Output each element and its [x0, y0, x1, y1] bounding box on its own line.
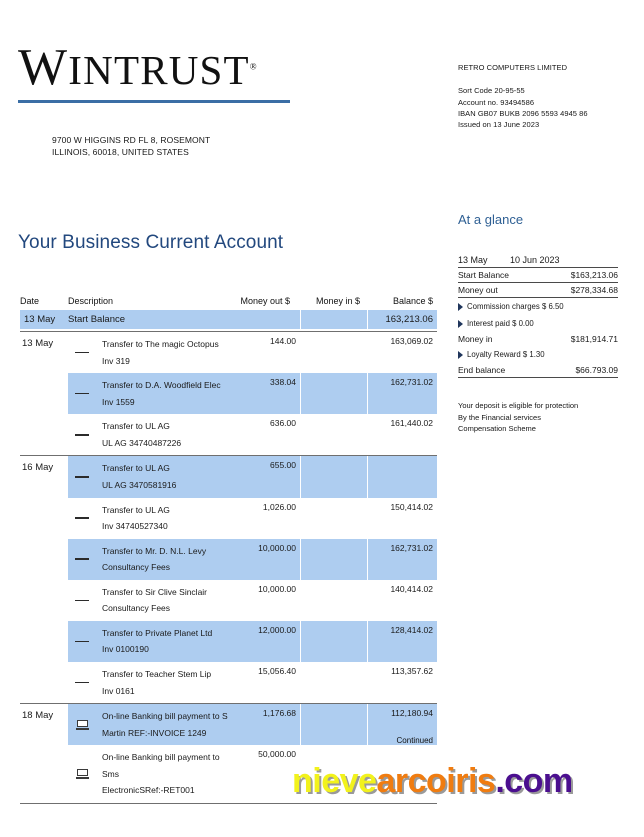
- glance-row: [458, 363, 618, 377]
- start-balance-money-in-cell: [301, 310, 367, 329]
- note-line-3: Compensation Scheme: [458, 424, 536, 434]
- row-description-cell: [96, 414, 234, 455]
- row-description-cell: [96, 498, 234, 539]
- watermark-part-b: arcoiris: [376, 762, 496, 800]
- watermark-part-c: .com: [495, 762, 573, 800]
- row-reference: ElectronicSRef:-RET001: [102, 785, 195, 796]
- glance-row-label: End balance: [458, 365, 506, 375]
- row-description-cell: [96, 332, 234, 373]
- address-line-2: ILLINOIS, 60018, UNITED STATES: [52, 147, 189, 158]
- wordmark-initial: W: [18, 39, 69, 96]
- glance-period-to: 10 Jun 2023: [510, 255, 560, 265]
- row-reference: Consultancy Fees: [102, 603, 171, 614]
- transactions-table: [20, 296, 437, 804]
- row-money-out: 338.04: [234, 373, 300, 414]
- glance-bullet-label: Loyalty Reward $ 1.30: [467, 350, 545, 359]
- deposit-protection-note: [458, 400, 618, 435]
- row-description: Transfer to The magic Octopus: [102, 339, 219, 349]
- row-balance: 150,414.02: [390, 501, 433, 512]
- transaction-date-group: [20, 455, 437, 703]
- row-money-in: [301, 373, 367, 414]
- row-money-in: [301, 621, 367, 662]
- row-reference: UL AG 34740487226: [102, 437, 182, 448]
- dash-icon: [68, 539, 96, 580]
- bank-wordmark: [18, 39, 318, 96]
- row-balance: 163,069.02: [390, 336, 433, 346]
- company-address: [52, 134, 210, 159]
- row-money-out: 636.00: [270, 418, 296, 429]
- row-money-out: 15,056.40: [258, 666, 296, 676]
- row-description: Transfer to Mr. D. N.L. Levy: [102, 545, 207, 556]
- row-balance: 161,440.02: [390, 418, 433, 429]
- row-reference: Inv 0161: [102, 685, 135, 696]
- row-description: Transfer to D.A. Woodfield Elec: [102, 380, 221, 391]
- glance-bullet-label: Interest paid $ 0.00: [467, 319, 534, 328]
- account-details: [458, 62, 588, 130]
- row-reference: Martin REF:-INVOICE 1249: [102, 727, 207, 738]
- start-balance-label-cell: [20, 310, 300, 329]
- issue-date: Issued on 13 June 2023: [458, 120, 540, 129]
- start-balance-row: [20, 310, 437, 329]
- row-money-in: [301, 332, 367, 373]
- table-row[interactable]: [68, 373, 437, 414]
- row-description-cell: [96, 456, 234, 497]
- table-row[interactable]: [68, 414, 437, 455]
- row-balance: 112,180.94: [368, 704, 437, 745]
- dash-icon: [68, 498, 96, 539]
- row-description: Transfer to UL AG: [102, 504, 170, 515]
- row-description: Transfer to Private Planet Ltd: [102, 627, 213, 638]
- row-reference: UL AG 3470581916: [102, 479, 177, 490]
- trademark-symbol: ®: [249, 61, 258, 72]
- row-description-cell: [96, 373, 234, 414]
- dash-icon: [68, 332, 96, 373]
- row-description: Transfer to UL AG: [102, 421, 170, 432]
- wordmark-rest: INTRUST: [68, 47, 250, 93]
- page-title: Your Business Current Account: [18, 232, 284, 253]
- account-holder-name: RETRO COMPUTERS LIMITED: [458, 63, 568, 72]
- at-a-glance-panel: [458, 212, 618, 435]
- column-header-balance: Balance $: [392, 296, 433, 306]
- dash-icon: [68, 414, 96, 455]
- account-number: Account no. 93494586: [458, 97, 535, 107]
- row-description-cell: [96, 580, 234, 621]
- row-money-out: 50,000.00: [258, 749, 296, 760]
- table-row[interactable]: [68, 498, 437, 539]
- monitor-icon: [68, 745, 96, 803]
- group-date-label: 18 May: [22, 710, 54, 722]
- row-money-out: 1,176.68: [234, 704, 300, 745]
- table-row[interactable]: [68, 539, 437, 580]
- transaction-date-group: [20, 331, 437, 455]
- logo-underline-rule: [18, 100, 290, 103]
- row-balance: 162,731.02: [368, 373, 437, 414]
- column-header-description: Description: [68, 296, 114, 306]
- table-header-row: [20, 296, 437, 310]
- triangle-bullet-icon: [458, 320, 463, 328]
- glance-row-value: $163,213.06: [570, 270, 618, 280]
- note-line-1: Your deposit is eligible for protection: [458, 401, 579, 410]
- triangle-bullet-icon: [458, 351, 463, 359]
- row-money-in: [301, 662, 367, 703]
- dash-icon: [68, 456, 96, 497]
- row-money-in: [301, 539, 367, 580]
- glance-row-value: $181,914.71: [570, 334, 618, 344]
- glance-row-label: Money out: [458, 285, 498, 295]
- glance-bullet-row: [458, 298, 618, 315]
- column-header-date: Date: [20, 296, 40, 306]
- address-line-1: 9700 W HIGGINS RD FL 8, ROSEMONT: [52, 135, 211, 145]
- row-description: Transfer to Teacher Stem Lip: [102, 669, 212, 679]
- dash-icon: [68, 373, 96, 414]
- row-description-cell: [96, 621, 234, 662]
- glance-row: [458, 268, 618, 282]
- glance-period: [458, 255, 618, 267]
- glance-period-from: 13 May: [458, 255, 488, 265]
- row-money-out: 1,026.00: [262, 501, 296, 512]
- row-description-cell: [96, 662, 234, 703]
- glance-row: [458, 332, 618, 346]
- dash-icon: [68, 580, 96, 621]
- glance-rule: [458, 377, 618, 378]
- row-money-in: [301, 456, 367, 497]
- table-row[interactable]: [68, 456, 437, 497]
- row-balance: 162,731.02: [368, 539, 437, 580]
- triangle-bullet-icon: [458, 303, 463, 311]
- row-description: Transfer to UL AG: [102, 463, 170, 474]
- glance-row-value: $278,334.68: [570, 285, 618, 295]
- row-reference: Inv 34740527340: [102, 521, 168, 532]
- site-watermark: [292, 762, 573, 801]
- row-description: Transfer to Sir Clive Sinclair: [102, 586, 208, 597]
- table-row[interactable]: [68, 621, 437, 662]
- row-reference: Inv 319: [102, 355, 130, 366]
- row-description: On-line Banking bill payment to Sms: [102, 752, 220, 779]
- row-balance: 140,414.02: [390, 583, 433, 594]
- glance-row-label: Money in: [458, 334, 493, 344]
- start-balance-amount: 163,213.06: [368, 310, 437, 329]
- row-description-cell: [96, 539, 234, 580]
- table-row[interactable]: [68, 332, 437, 373]
- row-reference: Inv 0100190: [102, 644, 149, 655]
- row-description: On-line Banking bill payment to S: [102, 711, 228, 722]
- watermark-part-a: nieve: [292, 762, 377, 800]
- dash-icon: [68, 662, 96, 703]
- glance-row-value: $66.793.09: [575, 365, 618, 375]
- row-money-in: [301, 414, 367, 455]
- group-date-label: 16 May: [22, 462, 54, 474]
- iban: IBAN GB07 BUKB 2096 5593 4945 86: [458, 108, 588, 118]
- row-money-out: 10,000.00: [234, 539, 300, 580]
- bank-logo: [18, 39, 318, 103]
- row-balance: 113,357.62: [391, 666, 433, 676]
- row-reference: Inv 1559: [102, 396, 135, 407]
- start-balance-label: Start Balance: [68, 314, 126, 325]
- start-balance-date: 13 May: [24, 314, 56, 325]
- column-header-money-in: Money in $: [315, 296, 360, 306]
- glance-row: [458, 283, 618, 297]
- transaction-groups: [20, 331, 437, 804]
- note-line-2: By the Financial services: [458, 412, 541, 422]
- row-reference: Consultancy Fees: [102, 562, 171, 573]
- row-money-out: 655.00: [234, 456, 300, 497]
- row-money-in: [301, 580, 367, 621]
- glance-bullet-row: [458, 315, 618, 332]
- at-a-glance-title: At a glance: [458, 212, 524, 227]
- glance-row-label: Start Balance: [458, 270, 510, 280]
- row-money-out: 144.00: [270, 336, 296, 346]
- column-header-money-out: Money out $: [240, 296, 290, 306]
- row-balance: [368, 456, 437, 497]
- continued-footer: Continued: [396, 736, 433, 745]
- table-row[interactable]: [68, 662, 437, 703]
- row-balance: 128,414.02: [368, 621, 437, 662]
- table-row[interactable]: [68, 580, 437, 621]
- row-money-out: 10,000.00: [258, 583, 296, 594]
- glance-rows: [458, 268, 618, 378]
- dash-icon: [68, 621, 96, 662]
- glance-bullet-row: [458, 346, 618, 363]
- row-description-cell: [96, 745, 234, 803]
- group-date-label: 13 May: [22, 338, 54, 349]
- row-money-out: 12,000.00: [234, 621, 300, 662]
- row-money-in: [301, 498, 367, 539]
- sort-code: Sort Code 20-95-55: [458, 86, 525, 96]
- glance-bullet-label: Commission charges $ 6.50: [467, 302, 564, 311]
